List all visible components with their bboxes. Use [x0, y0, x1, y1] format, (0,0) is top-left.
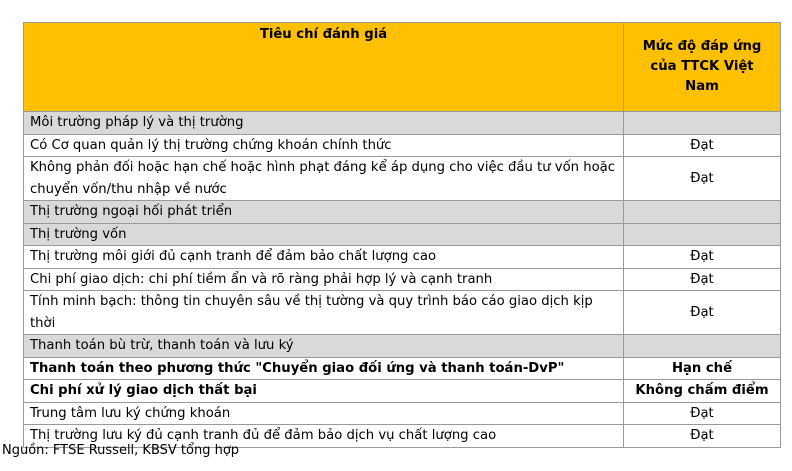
- table-row: [24, 134, 781, 157]
- row-label: Thị trường môi giới đủ cạnh tranh để đảm bảo chất lượng cao: [24, 246, 624, 269]
- source-note: Nguồn: FTSE Russell, KBSV tổng hợp: [2, 443, 240, 458]
- row-value: [624, 112, 781, 135]
- table-row: [24, 246, 781, 269]
- row-value: Đạt: [624, 402, 781, 425]
- table-row: [24, 380, 781, 403]
- row-value: Đạt: [624, 268, 781, 291]
- row-label: Môi trường pháp lý và thị trường: [24, 112, 624, 135]
- row-label: Có Cơ quan quản lý thị trường chứng khoán chính thức: [24, 134, 624, 157]
- row-value: Đạt: [624, 291, 781, 335]
- row-label: Chi phí xử lý giao dịch thất bại: [24, 380, 624, 403]
- table-row-section: [24, 112, 781, 135]
- row-value: Đạt: [624, 157, 781, 201]
- row-value: [624, 223, 781, 246]
- row-value: [624, 335, 781, 358]
- row-label: Tính minh bạch: thông tin chuyên sâu về thị tường và quy trình báo cáo giao dịch kịp thời: [24, 291, 624, 335]
- header-status: Mức độ đáp ứng của TTCK Việt Nam: [624, 23, 781, 112]
- row-value: Đạt: [624, 425, 781, 448]
- row-value: Đạt: [624, 134, 781, 157]
- row-value: Đạt: [624, 246, 781, 269]
- row-label: Thanh toán theo phương thức "Chuyển giao đối ứng và thanh toán-DvP": [24, 357, 624, 380]
- header-criteria: Tiêu chí đánh giá: [24, 23, 624, 112]
- row-label: Thị trường ngoại hối phát triển: [24, 201, 624, 224]
- table-row: [24, 357, 781, 380]
- table-header-row: [24, 23, 781, 112]
- criteria-table: [23, 22, 781, 448]
- row-label: Thị trường lưu ký đủ cạnh tranh đủ để đảm bảo dịch vụ chất lượng cao: [24, 425, 624, 448]
- table-row: [24, 268, 781, 291]
- table-row: [24, 291, 781, 335]
- row-label: Trung tâm lưu ký chứng khoán: [24, 402, 624, 425]
- row-label: Không phản đối hoặc hạn chế hoặc hình phạt đáng kể áp dụng cho việc đầu tư vốn hoặc chuyển vốn/thu nhập về nước: [24, 157, 624, 201]
- row-label: Thị trường vốn: [24, 223, 624, 246]
- row-label: Chi phí giao dịch: chi phí tiềm ẩn và rõ ràng phải hợp lý và cạnh tranh: [24, 268, 624, 291]
- row-value: Không chấm điểm: [624, 380, 781, 403]
- table-row-section: [24, 335, 781, 358]
- table-row-section: [24, 223, 781, 246]
- table-row: [24, 157, 781, 201]
- table-row-section: [24, 201, 781, 224]
- row-label: Thanh toán bù trừ, thanh toán và lưu ký: [24, 335, 624, 358]
- row-value: [624, 201, 781, 224]
- row-value: Hạn chế: [624, 357, 781, 380]
- table-row: [24, 402, 781, 425]
